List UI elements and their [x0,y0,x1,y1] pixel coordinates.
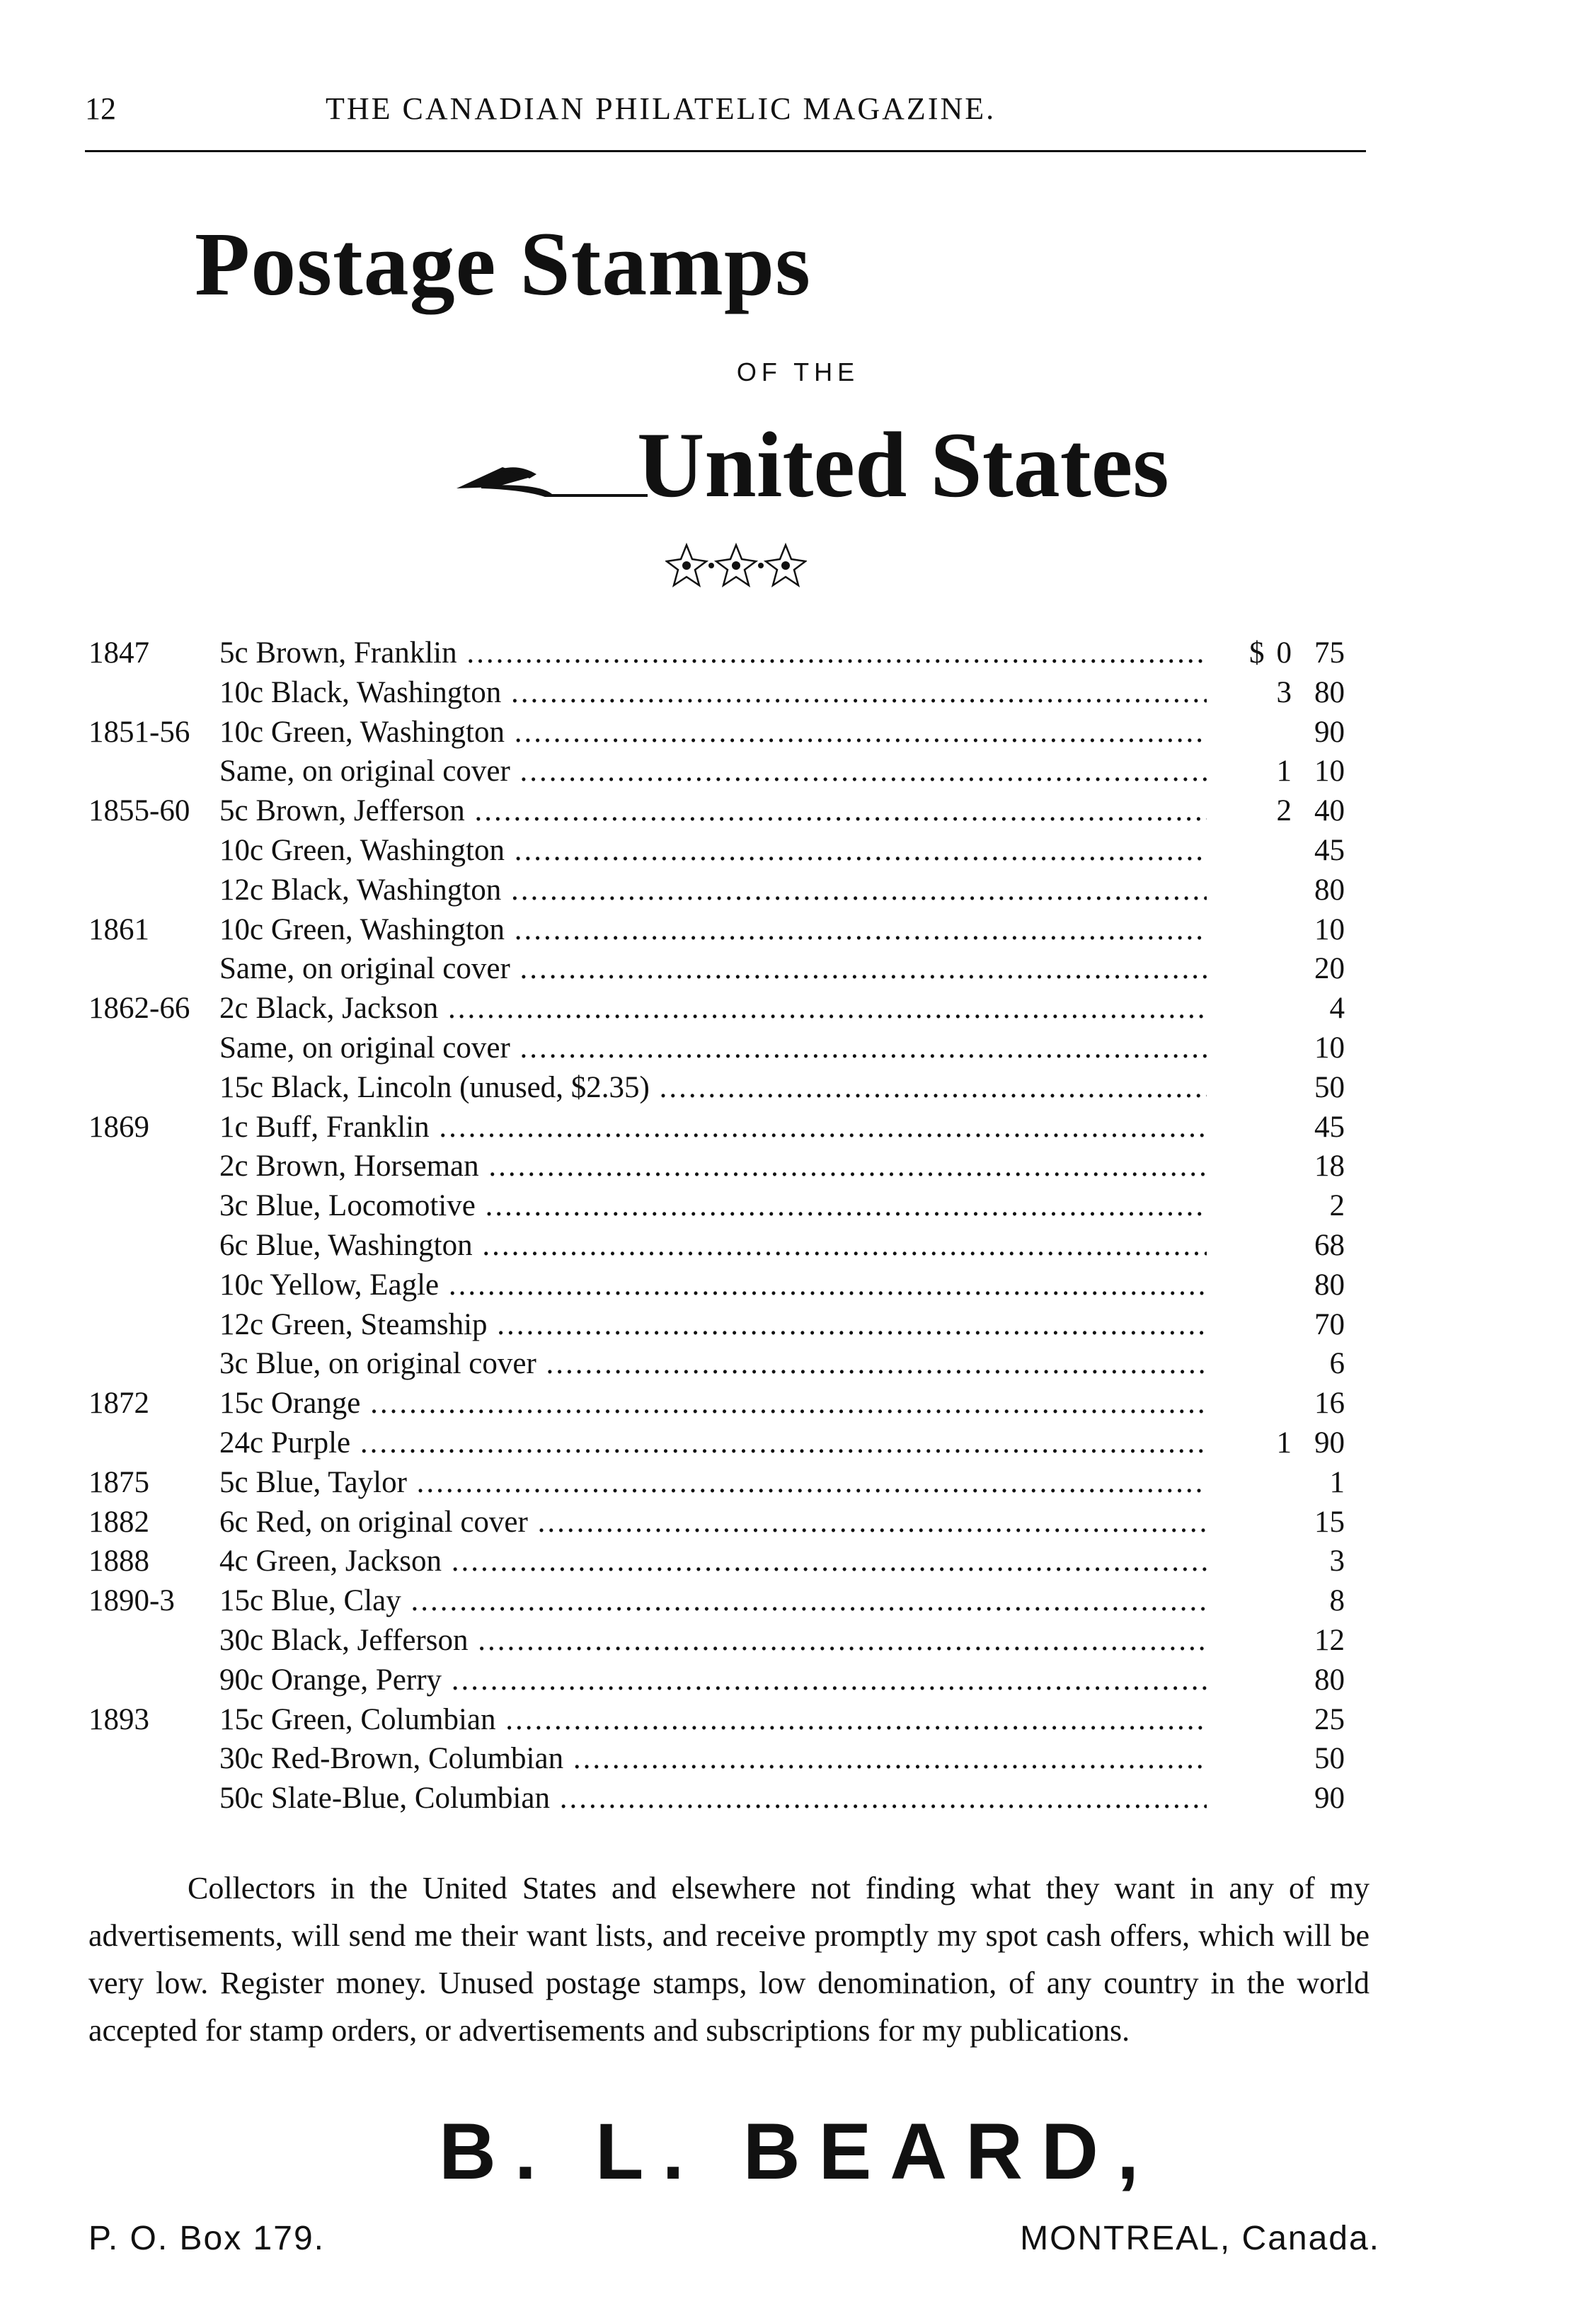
stamp-year: 1861 [88,912,149,946]
stamp-row [88,1621,1377,1661]
price-cents: 90 [1314,1782,1345,1816]
running-title: THE CANADIAN PHILATELIC MAGAZINE. [326,91,997,126]
stamp-description-text: 2c Black, Jackson [219,992,439,1026]
stamp-description-text: 3c Blue, on original cover [219,1347,536,1381]
stamp-row [88,1068,1377,1108]
stamp-description-text: Same, on original cover [219,755,510,789]
stamp-description [219,1344,1207,1384]
stamp-description-text: 10c Green, Washington [219,912,505,946]
price-cents: 68 [1314,1228,1345,1262]
dollar-sign: $ [1249,636,1265,670]
price-cents: 15 [1314,1505,1345,1539]
stamp-row [88,673,1377,713]
stamp-row [88,1739,1377,1779]
stamp-description-text: 15c Green, Columbian [219,1702,496,1736]
stamp-year: 1862-66 [88,992,190,1026]
price-cents: 20 [1314,952,1345,986]
stamp-description [219,1700,1207,1740]
stamp-year: 1851-56 [88,715,190,749]
stamp-price-list [88,633,1377,1818]
stamp-row [88,791,1377,831]
stamp-description-text: Same, on original cover [219,1031,510,1065]
stamp-description-text: 30c Red-Brown, Columbian [219,1742,564,1776]
price-cents: 45 [1314,1110,1345,1144]
stamp-row [88,871,1377,910]
price-cents: 10 [1314,755,1345,789]
price-cents: 8 [1329,1584,1345,1618]
price-cents: 25 [1314,1702,1345,1736]
price-cents: 80 [1314,675,1345,709]
stamp-row [88,1305,1377,1345]
price-cents: 10 [1314,1031,1345,1065]
po-box: P. O. Box 179. [88,2220,325,2257]
price-cents: 80 [1314,1663,1345,1697]
price-cents: 80 [1314,1268,1345,1302]
stamp-description [219,673,1207,713]
stamp-description [219,1384,1207,1423]
stamp-description-text: 10c Green, Washington [219,833,505,867]
stamp-description [219,1186,1207,1226]
stamp-year: 1890-3 [88,1584,175,1618]
header-bar [85,91,1366,133]
stamp-description-text: 15c Orange [219,1387,361,1421]
price-cents: 12 [1314,1623,1345,1657]
stamp-year: 1875 [88,1465,149,1499]
stamp-description-text: 12c Green, Steamship [219,1307,488,1341]
stamp-description [219,1108,1207,1147]
subtitle-row [453,411,1373,517]
stamp-description [219,791,1207,831]
stamp-description [219,1581,1207,1621]
price-cents: 10 [1314,912,1345,946]
stamp-row [88,1423,1377,1463]
stamp-description [219,1305,1207,1345]
of-the-label: OF THE [736,357,860,386]
price-cents: 6 [1329,1347,1345,1381]
main-title: Postage Stamps [195,214,811,314]
stamp-row [88,1581,1377,1621]
stamp-year: 1882 [88,1505,149,1539]
stamp-description [219,1739,1207,1779]
stamp-description-text: 24c Purple [219,1426,351,1460]
merchant-name: B. L. BEARD, [438,2107,1158,2196]
price-cents: 16 [1314,1387,1345,1421]
subtitle: United States [637,413,1169,517]
price-dollars: 2 [1276,794,1292,828]
price-cents: 40 [1314,794,1345,828]
stamp-description-text: 10c Yellow, Eagle [219,1268,440,1302]
stamp-description [219,1621,1207,1661]
pointing-hand-icon [453,461,651,504]
price-cents: 90 [1314,715,1345,749]
stamp-description-text: 30c Black, Jefferson [219,1623,469,1657]
stamp-description-text: 5c Blue, Taylor [219,1465,407,1499]
stamp-description [219,871,1207,910]
stamp-description [219,1503,1207,1542]
stamp-description-text: 4c Green, Jackson [219,1544,442,1578]
stamp-description-text: 2c Brown, Horseman [219,1150,479,1183]
header-rule [85,150,1366,152]
stamp-description [219,1423,1207,1463]
stamp-year: 1888 [88,1544,149,1578]
stamp-description-text: 5c Brown, Franklin [219,636,457,670]
stamp-description [219,1028,1207,1068]
price-dollars: 1 [1276,755,1292,789]
stamp-description [219,1147,1207,1186]
price-dollars: 3 [1276,675,1292,709]
stamp-row [88,989,1377,1028]
stamp-description [219,1068,1207,1108]
stamp-year: 1869 [88,1110,149,1144]
stamp-description-text: 12c Black, Washington [219,873,502,907]
stamp-description-text: 50c Slate-Blue, Columbian [219,1782,550,1816]
price-dollars: 0 [1276,636,1292,670]
price-cents: 1 [1329,1465,1345,1499]
stamp-description-text: 6c Blue, Washington [219,1228,473,1262]
stamp-row [88,1108,1377,1147]
stamp-description [219,910,1207,950]
stamp-description [219,752,1207,791]
stamp-description [219,1266,1207,1305]
stamp-description-text: 10c Green, Washington [219,715,505,749]
price-cents: 70 [1314,1307,1345,1341]
stamp-year: 1893 [88,1702,149,1736]
stars-ornament-icon [665,541,807,591]
stamp-description [219,1779,1207,1818]
stamp-row [88,1779,1377,1818]
stamp-row [88,831,1377,871]
stamp-description [219,1463,1207,1503]
stamp-description-text: 10c Black, Washington [219,675,502,709]
stamp-row [88,752,1377,791]
price-cents: 3 [1329,1544,1345,1578]
stamp-row [88,1186,1377,1226]
stamp-row [88,1226,1377,1266]
stamp-row [88,949,1377,989]
stamp-year: 1872 [88,1387,149,1421]
price-dollars: 1 [1276,1426,1292,1460]
stamp-year: 1847 [88,636,149,670]
price-cents: 45 [1314,833,1345,867]
stamp-row [88,1384,1377,1423]
price-cents: 90 [1314,1426,1345,1460]
stamp-row [88,1266,1377,1305]
stamp-description [219,989,1207,1028]
stamp-row [88,1542,1377,1581]
stamp-row [88,1661,1377,1700]
stamp-description-text: 15c Blue, Clay [219,1584,401,1618]
stamp-row [88,910,1377,950]
stamp-row [88,1503,1377,1542]
stamp-description [219,831,1207,871]
stamp-row [88,633,1377,673]
price-cents: 80 [1314,873,1345,907]
stamp-description-text: 1c Buff, Franklin [219,1110,430,1144]
stamp-row [88,1463,1377,1503]
stamp-description-text: 90c Orange, Perry [219,1663,442,1697]
stamp-year: 1855-60 [88,794,190,828]
price-cents: 75 [1314,636,1345,670]
price-cents: 50 [1314,1742,1345,1776]
price-cents: 18 [1314,1150,1345,1183]
stamp-description-text: 15c Black, Lincoln (unused, $2.35) [219,1070,650,1104]
stamp-description [219,633,1207,673]
stamp-description-text: 3c Blue, Locomotive [219,1189,476,1223]
stamp-description-text: Same, on original cover [219,952,510,986]
price-cents: 2 [1329,1189,1345,1223]
stamp-row [88,1028,1377,1068]
stamp-row [88,1344,1377,1384]
price-cents: 50 [1314,1070,1345,1104]
stamp-description [219,1542,1207,1581]
price-cents: 4 [1329,992,1345,1026]
stamp-description-text: 5c Brown, Jefferson [219,794,465,828]
stamp-row [88,1700,1377,1740]
page-number: 12 [85,91,116,126]
stamp-description [219,1661,1207,1700]
stamp-row [88,1147,1377,1186]
stamp-description [219,713,1207,752]
stamp-description-text: 6c Red, on original cover [219,1505,528,1539]
stamp-row [88,713,1377,752]
city-address: MONTREAL, Canada. [1020,2220,1380,2257]
stamp-description [219,949,1207,989]
stamp-description [219,1226,1207,1266]
advertisement-paragraph: Collectors in the United States and elsewhere not finding what they want in any of my advertisements, will send me their want lists, and receive promptly my spot cash offers, which will be very low. Register money. Unused postage stamps, low denomination, of any country in the world accepted for stamp orders, or advertisements and subscriptions for my publications. [88,1871,1370,2048]
